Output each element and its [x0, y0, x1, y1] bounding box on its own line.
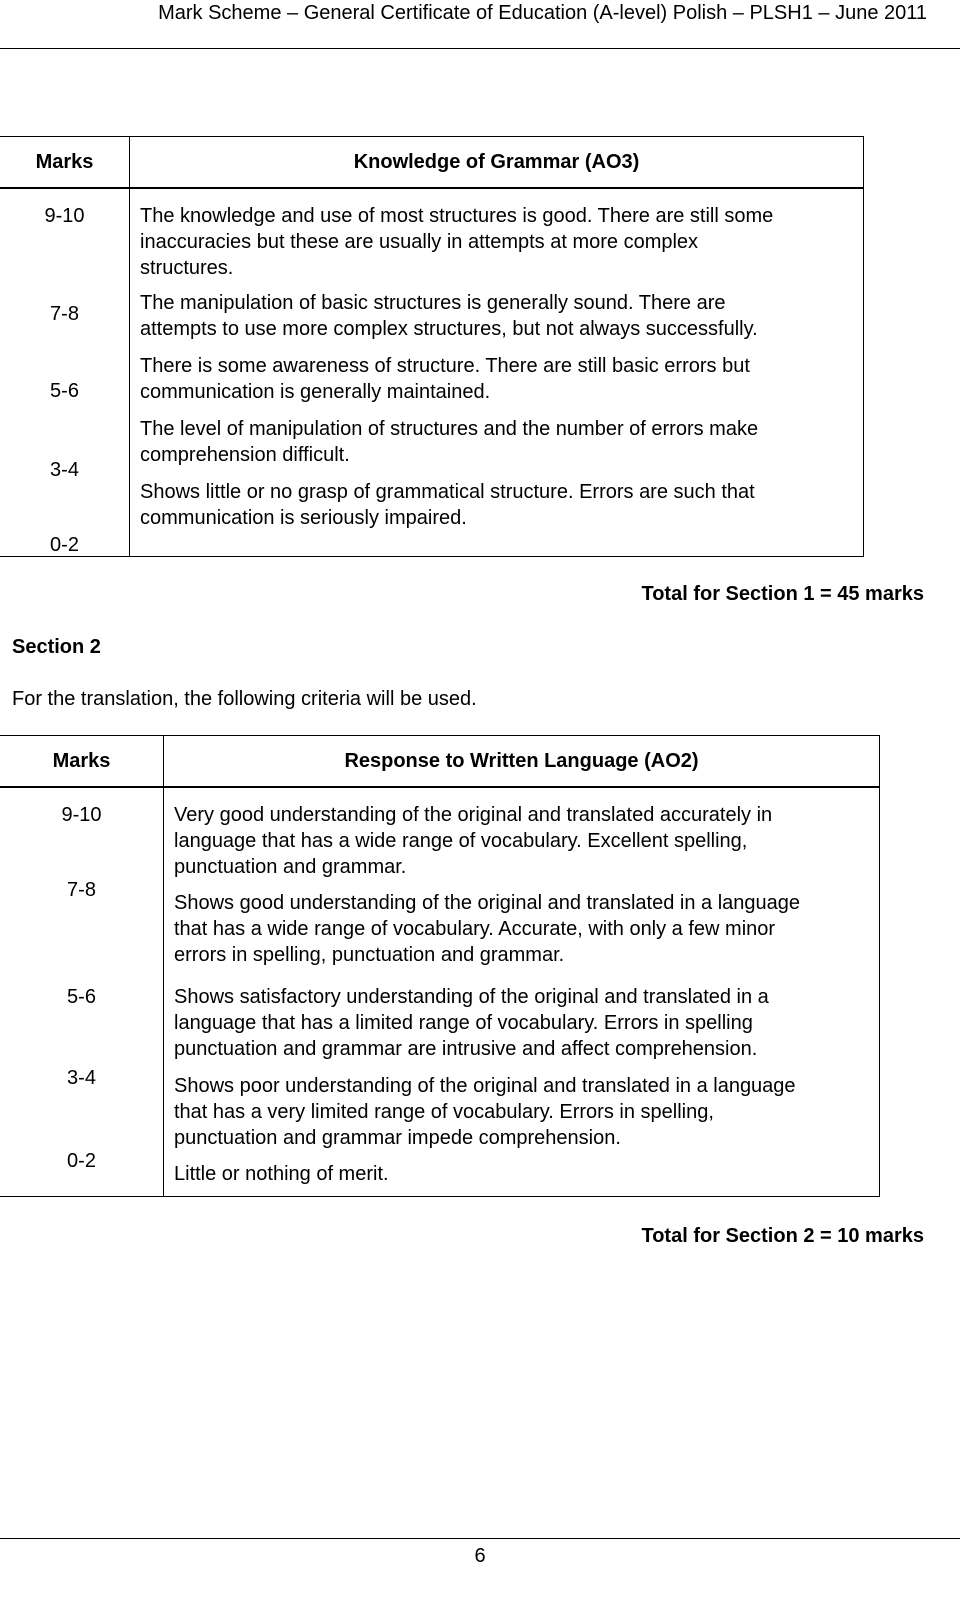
- mark-band: 3-4: [67, 1067, 96, 1089]
- descriptor-text: Little or nothing of merit.: [174, 1163, 389, 1185]
- descriptor-cell: [130, 188, 864, 557]
- mark-band: 5-6: [50, 380, 79, 402]
- marks-column-header: Marks: [0, 736, 164, 788]
- descriptor-text: Shows poor understanding of the original and translated in a language that has a very limited range of vocabulary. Errors in spelling, punctuation and grammar impede comprehension.: [174, 1075, 796, 1149]
- mark-band: 9-10: [61, 804, 102, 826]
- page-number: 6: [474, 1545, 486, 1567]
- section2-heading: Section 2: [12, 636, 101, 658]
- marks-cell: [0, 188, 130, 557]
- descriptor-text: The knowledge and use of most structures is good. There are still some inaccuracies but these are usually in attempts at more complex structures.: [140, 205, 774, 279]
- mark-band: 9-10: [44, 205, 85, 227]
- table-header-row: [0, 137, 864, 189]
- descriptor-text: Shows good understanding of the original and translated in a language that has a wide range of vocabulary. Accurate, with only a few minor errors in spelling, punctuation and grammar.: [174, 892, 801, 966]
- section1-total: Total for Section 1 = 45 marks: [641, 583, 924, 605]
- mark-band: 5-6: [67, 986, 96, 1008]
- translation-criteria-table: [0, 735, 880, 1197]
- descriptor-text: Shows little or no grasp of grammatical structure. Errors are such that communication is seriously impaired.: [140, 481, 755, 529]
- mark-band: 7-8: [67, 879, 96, 901]
- table-header-row: [0, 736, 880, 788]
- table-row: [0, 787, 880, 1197]
- mark-band: 0-2: [67, 1150, 96, 1172]
- marks-cell: [0, 787, 164, 1197]
- grammar-criteria-table: [0, 136, 864, 557]
- section2-total: Total for Section 2 = 10 marks: [641, 1225, 924, 1247]
- criteria-column-header: Knowledge of Grammar (AO3): [130, 137, 864, 189]
- mark-band: 7-8: [50, 303, 79, 325]
- mark-band: 3-4: [50, 459, 79, 481]
- marks-column-header: Marks: [0, 137, 130, 189]
- criteria-column-header: Response to Written Language (AO2): [164, 736, 880, 788]
- page-header: [0, 0, 960, 49]
- descriptor-text: There is some awareness of structure. There are still basic errors but communication is generally maintained.: [140, 355, 750, 403]
- header-title: Mark Scheme – General Certificate of Education (A-level) Polish – PLSH1 – June 2011: [158, 2, 927, 24]
- table-row: [0, 188, 864, 557]
- descriptor-text: The level of manipulation of structures and the number of errors make comprehension difficult.: [140, 418, 759, 466]
- footer-divider: [0, 1538, 960, 1539]
- descriptor-text: Very good understanding of the original and translated accurately in language that has a wide range of vocabulary. Excellent spelling, punctuation and grammar.: [174, 804, 773, 878]
- descriptor-cell: [164, 787, 880, 1197]
- descriptor-text: Shows satisfactory understanding of the original and translated in a language that has a limited range of vocabulary. Errors in spelling punctuation and grammar are intrusive and affect comprehension.: [174, 986, 769, 1060]
- section2-intro: For the translation, the following criteria will be used.: [12, 688, 477, 710]
- descriptor-text: The manipulation of basic structures is generally sound. There are attempts to use more complex structures, but not always successfully.: [140, 292, 758, 340]
- mark-band: 0-2: [50, 534, 79, 556]
